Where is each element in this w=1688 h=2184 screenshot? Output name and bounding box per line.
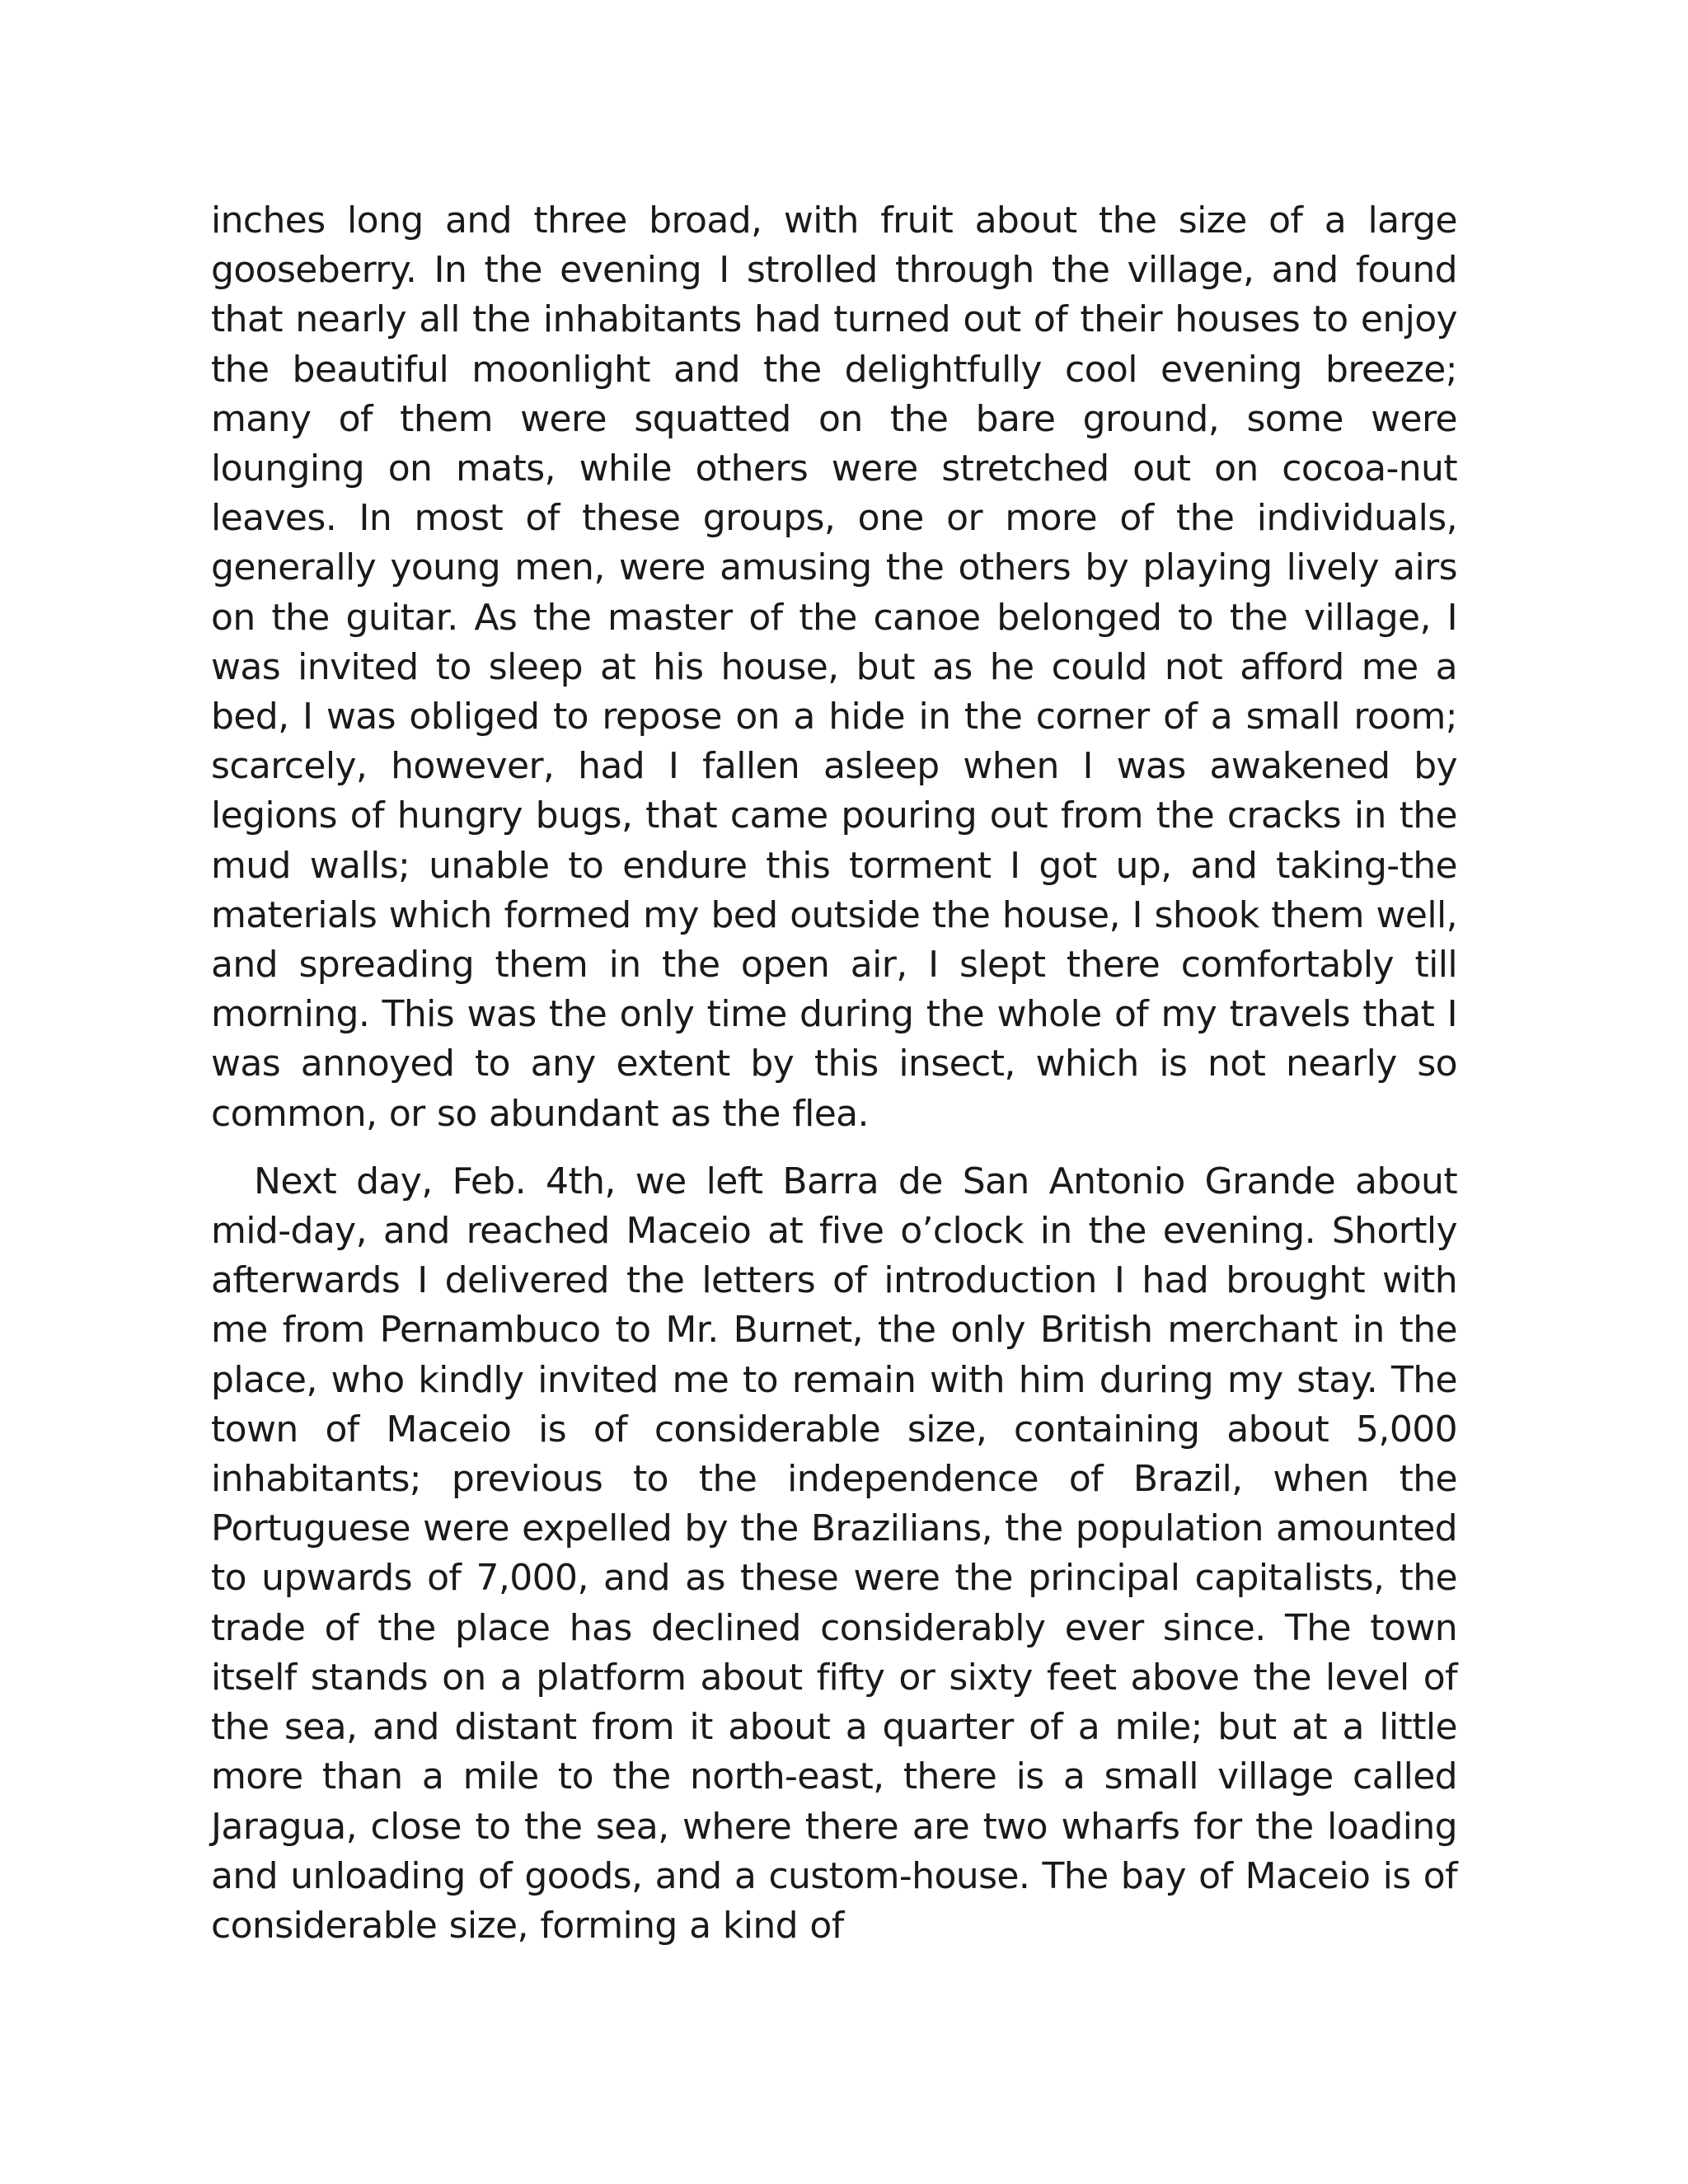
page-body <box>211 196 1457 1951</box>
paragraph-2: Next day, Feb. 4th, we left Barra de San Antonio Grande about mid-day, and reached Maceio at five o’clock in the evening. Shortly afterwards I delivered the letters of introduction I had brought with me from Pernambuco to Mr. Burnet, the only British merchant in the place, who kindly invited me to remain with him during my stay. The town of Maceio is of considerable size, containing about 5,000 inhabitants; previous to the independence of Brazil, when the Portuguese were expelled by the Brazilians, the population amounted to upwards of 7,000, and as these were the principal capitalists, the trade of the place has declined considerably ever since. The town itself stands on a platform about fifty or sixty feet above the level of the sea, and distant from it about a quarter of a mile; but at a little more than a mile to the north-east, there is a small village called Jaragua, close to the sea, where there are two wharfs for the loading and unloading of goods, and a custom-house. The bay of Maceio is of considerable size, forming a kind of <box>211 1160 1457 1947</box>
paragraph-1: inches long and three broad, with fruit about the size of a large gooseberry. In the evening I strolled through the village, and found that nearly all the inhabitants had turned out of their houses to enjoy the beautiful moonlight and the delightfully cool evening breeze; many of them were squatted on the bare ground, some were lounging on mats, while others were stretched out on cocoa-nut leaves. In most of these groups, one or more of the individuals, generally young men, were amusing the others by playing lively airs on the guitar. As the master of the canoe belonged to the village, I was invited to sleep at his house, but as he could not afford me a bed, I was obliged to repose on a hide in the corner of a small room; scarcely, however, had I fallen asleep when I was awakened by legions of hungry bugs, that came pouring out from the cracks in the mud walls; unable to endure this torment I got up, and taking-the materials which formed my bed outside the house, I shook them well, and spreading them in the open air, I slept there comfortably till morning. This was the only time during the whole of my travels that I was annoyed to any extent by this insect, which is not nearly so common, or so abundant as the flea. <box>211 199 1457 1135</box>
